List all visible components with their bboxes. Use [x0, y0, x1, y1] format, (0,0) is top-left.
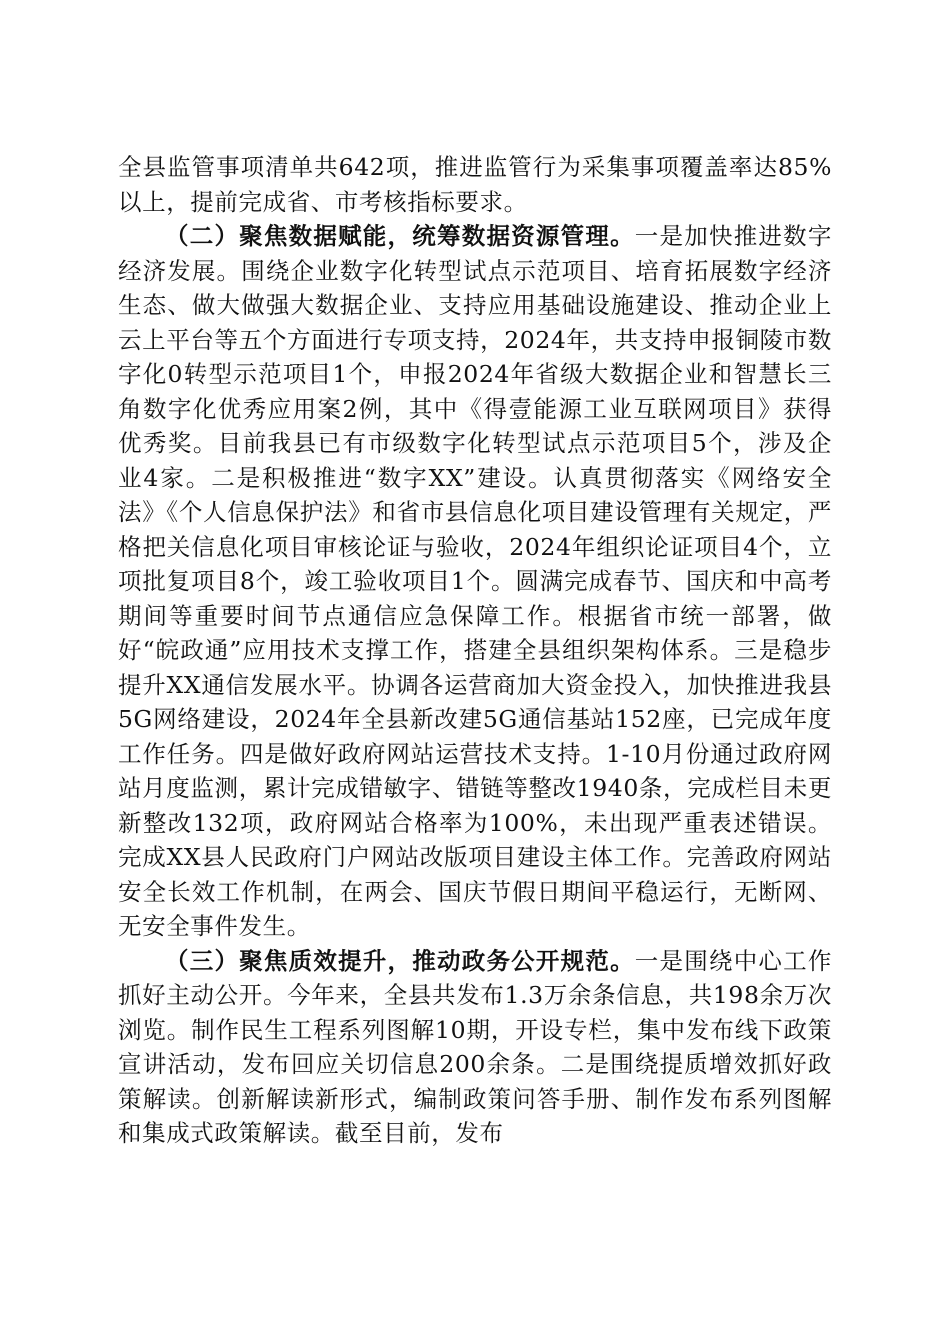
paragraph-1: [118, 150, 832, 219]
paragraph-3: [118, 944, 832, 1151]
paragraph-1-body: 全县监管事项清单共642项，推进监管行为采集事项覆盖率达85%以上，提前完成省、市考核指标要求。: [118, 153, 832, 216]
paragraph-2-body: 一是加快推进数字经济发展。围绕企业数字化转型试点示范项目、培育拓展数字经济生态、做大做强大数据企业、支持应用基础设施建设、推动企业上云上平台等五个方面进行专项支持，2024年，共支持申报铜陵市数字化0转型示范项目1个，申报2024年省级大数据企业和智慧长三角数字化优秀应用案2例，其中《得壹能源工业互联网项目》获得优秀奖。目前我县已有市级数字化转型试点示范项目5个，涉及企业4家。二是积极推进“数字XX”建设。认真贯彻落实《网络安全法》《个人信息保护法》和省市县信息化项目建设管理有关规定，严格把关信息化项目审核论证与验收，2024年组织论证项目4个，立项批复项目8个，竣工验收项目1个。圆满完成春节、国庆和中高考期间等重要时间节点通信应急保障工作。根据省市统一部署，做好“皖政通”应用技术支撑工作，搭建全县组织架构体系。三是稳步提升XX通信发展水平。协调各运营商加大资金投入，加快推进我县5G网络建设，2024年全县新改建5G通信基站152座，已完成年度工作任务。四是做好政府网站运营技术支持。1-10月份通过政府网站月度监测，累计完成错敏字、错链等整改1940条，完成栏目未更新整改132项，政府网站合格率为100%，未出现严重表述错误。完成XX县人民政府门户网站改版项目建设主体工作。完善政府网站安全长效工作机制，在两会、国庆节假日期间平稳运行，无断网、无安全事件发生。: [118, 222, 832, 940]
paragraph-3-body: 一是围绕中心工作抓好主动公开。今年来，全县共发布1.3万余条信息，共198余万次浏览。制作民生工程系列图解10期，开设专栏，集中发布线下政策宣讲活动，发布回应关切信息200余条。二是围绕提质增效抓好政策解读。创新解读新形式，编制政策问答手册、制作发布系列图解和集成式政策解读。截至目前，发布: [118, 946, 832, 1147]
paragraph-2: [118, 219, 832, 944]
paragraph-3-heading: （三）聚焦质效提升，推动政务公开规范。: [165, 946, 635, 975]
paragraph-2-heading: （二）聚焦数据赋能，统筹数据资源管理。: [165, 222, 635, 250]
document-page: [118, 150, 832, 1151]
